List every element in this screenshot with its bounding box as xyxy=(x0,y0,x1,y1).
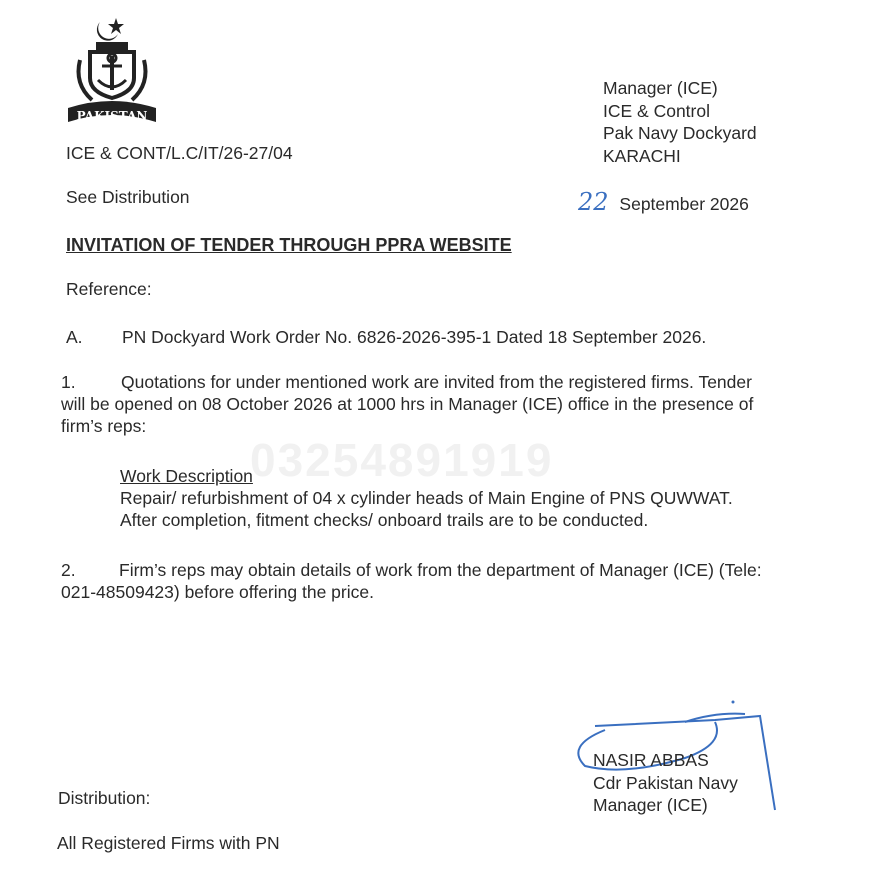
signatory-name: NASIR ABBAS xyxy=(593,750,709,770)
para2-line1: Firm’s reps may obtain details of work from the department of Manager (ICE) (Tele: xyxy=(119,560,762,580)
paragraph-2 xyxy=(61,559,871,603)
date-month-year: September 2026 xyxy=(619,194,749,214)
sender-line: ICE & Control xyxy=(603,100,710,121)
letter-date xyxy=(578,188,749,216)
distribution-item: All Registered Firms with PN xyxy=(57,833,280,853)
paragraph-1 xyxy=(61,371,871,437)
sender-address xyxy=(603,77,757,167)
ref-a-label: A. xyxy=(66,327,83,347)
para1-line3: firm’s reps: xyxy=(61,416,147,436)
para1-label: 1. xyxy=(61,372,76,392)
watermark: 03254891919 xyxy=(250,434,554,486)
signatory-rank: Cdr Pakistan Navy xyxy=(593,772,738,793)
sender-line: KARACHI xyxy=(603,145,681,166)
emblem-banner-text: PAKISTAN xyxy=(76,109,148,123)
work-description xyxy=(120,465,733,531)
reference-number: ICE & CONT/L.C/IT/26-27/04 xyxy=(66,143,293,163)
sender-line: Pak Navy Dockyard xyxy=(603,123,757,143)
work-line1: Repair/ refurbishment of 04 x cylinder heads of Main Engine of PNS QUWWAT. xyxy=(120,488,733,508)
distribution-label: Distribution: xyxy=(58,788,151,808)
para1-line2: will be opened on 08 October 2026 at 1000 hrs in Manager (ICE) office in the presence of xyxy=(61,394,754,414)
reference-a xyxy=(66,327,707,348)
subject-heading: INVITATION OF TENDER THROUGH PPRA WEBSITE xyxy=(66,235,512,255)
sender-line: Manager (ICE) xyxy=(603,78,718,98)
handwritten-day: 22 xyxy=(578,188,609,216)
para1-line1: Quotations for under mentioned work are invited from the registered firms. Tender xyxy=(121,372,752,392)
para2-line2: 021-48509423) before offering the price. xyxy=(61,582,374,602)
work-line2: After completion, fitment checks/ onboard trails are to be conducted. xyxy=(120,510,649,530)
signatory-title: Manager (ICE) xyxy=(593,795,708,815)
ref-a-text: PN Dockyard Work Order No. 6826-2026-395-1 Dated 18 September 2026. xyxy=(122,327,707,347)
addressee: See Distribution xyxy=(66,187,190,207)
signature-block xyxy=(593,749,738,817)
pakistan-navy-emblem xyxy=(66,16,158,130)
work-title: Work Description xyxy=(120,466,253,486)
reference-label: Reference: xyxy=(66,279,152,299)
para2-label: 2. xyxy=(61,560,76,580)
